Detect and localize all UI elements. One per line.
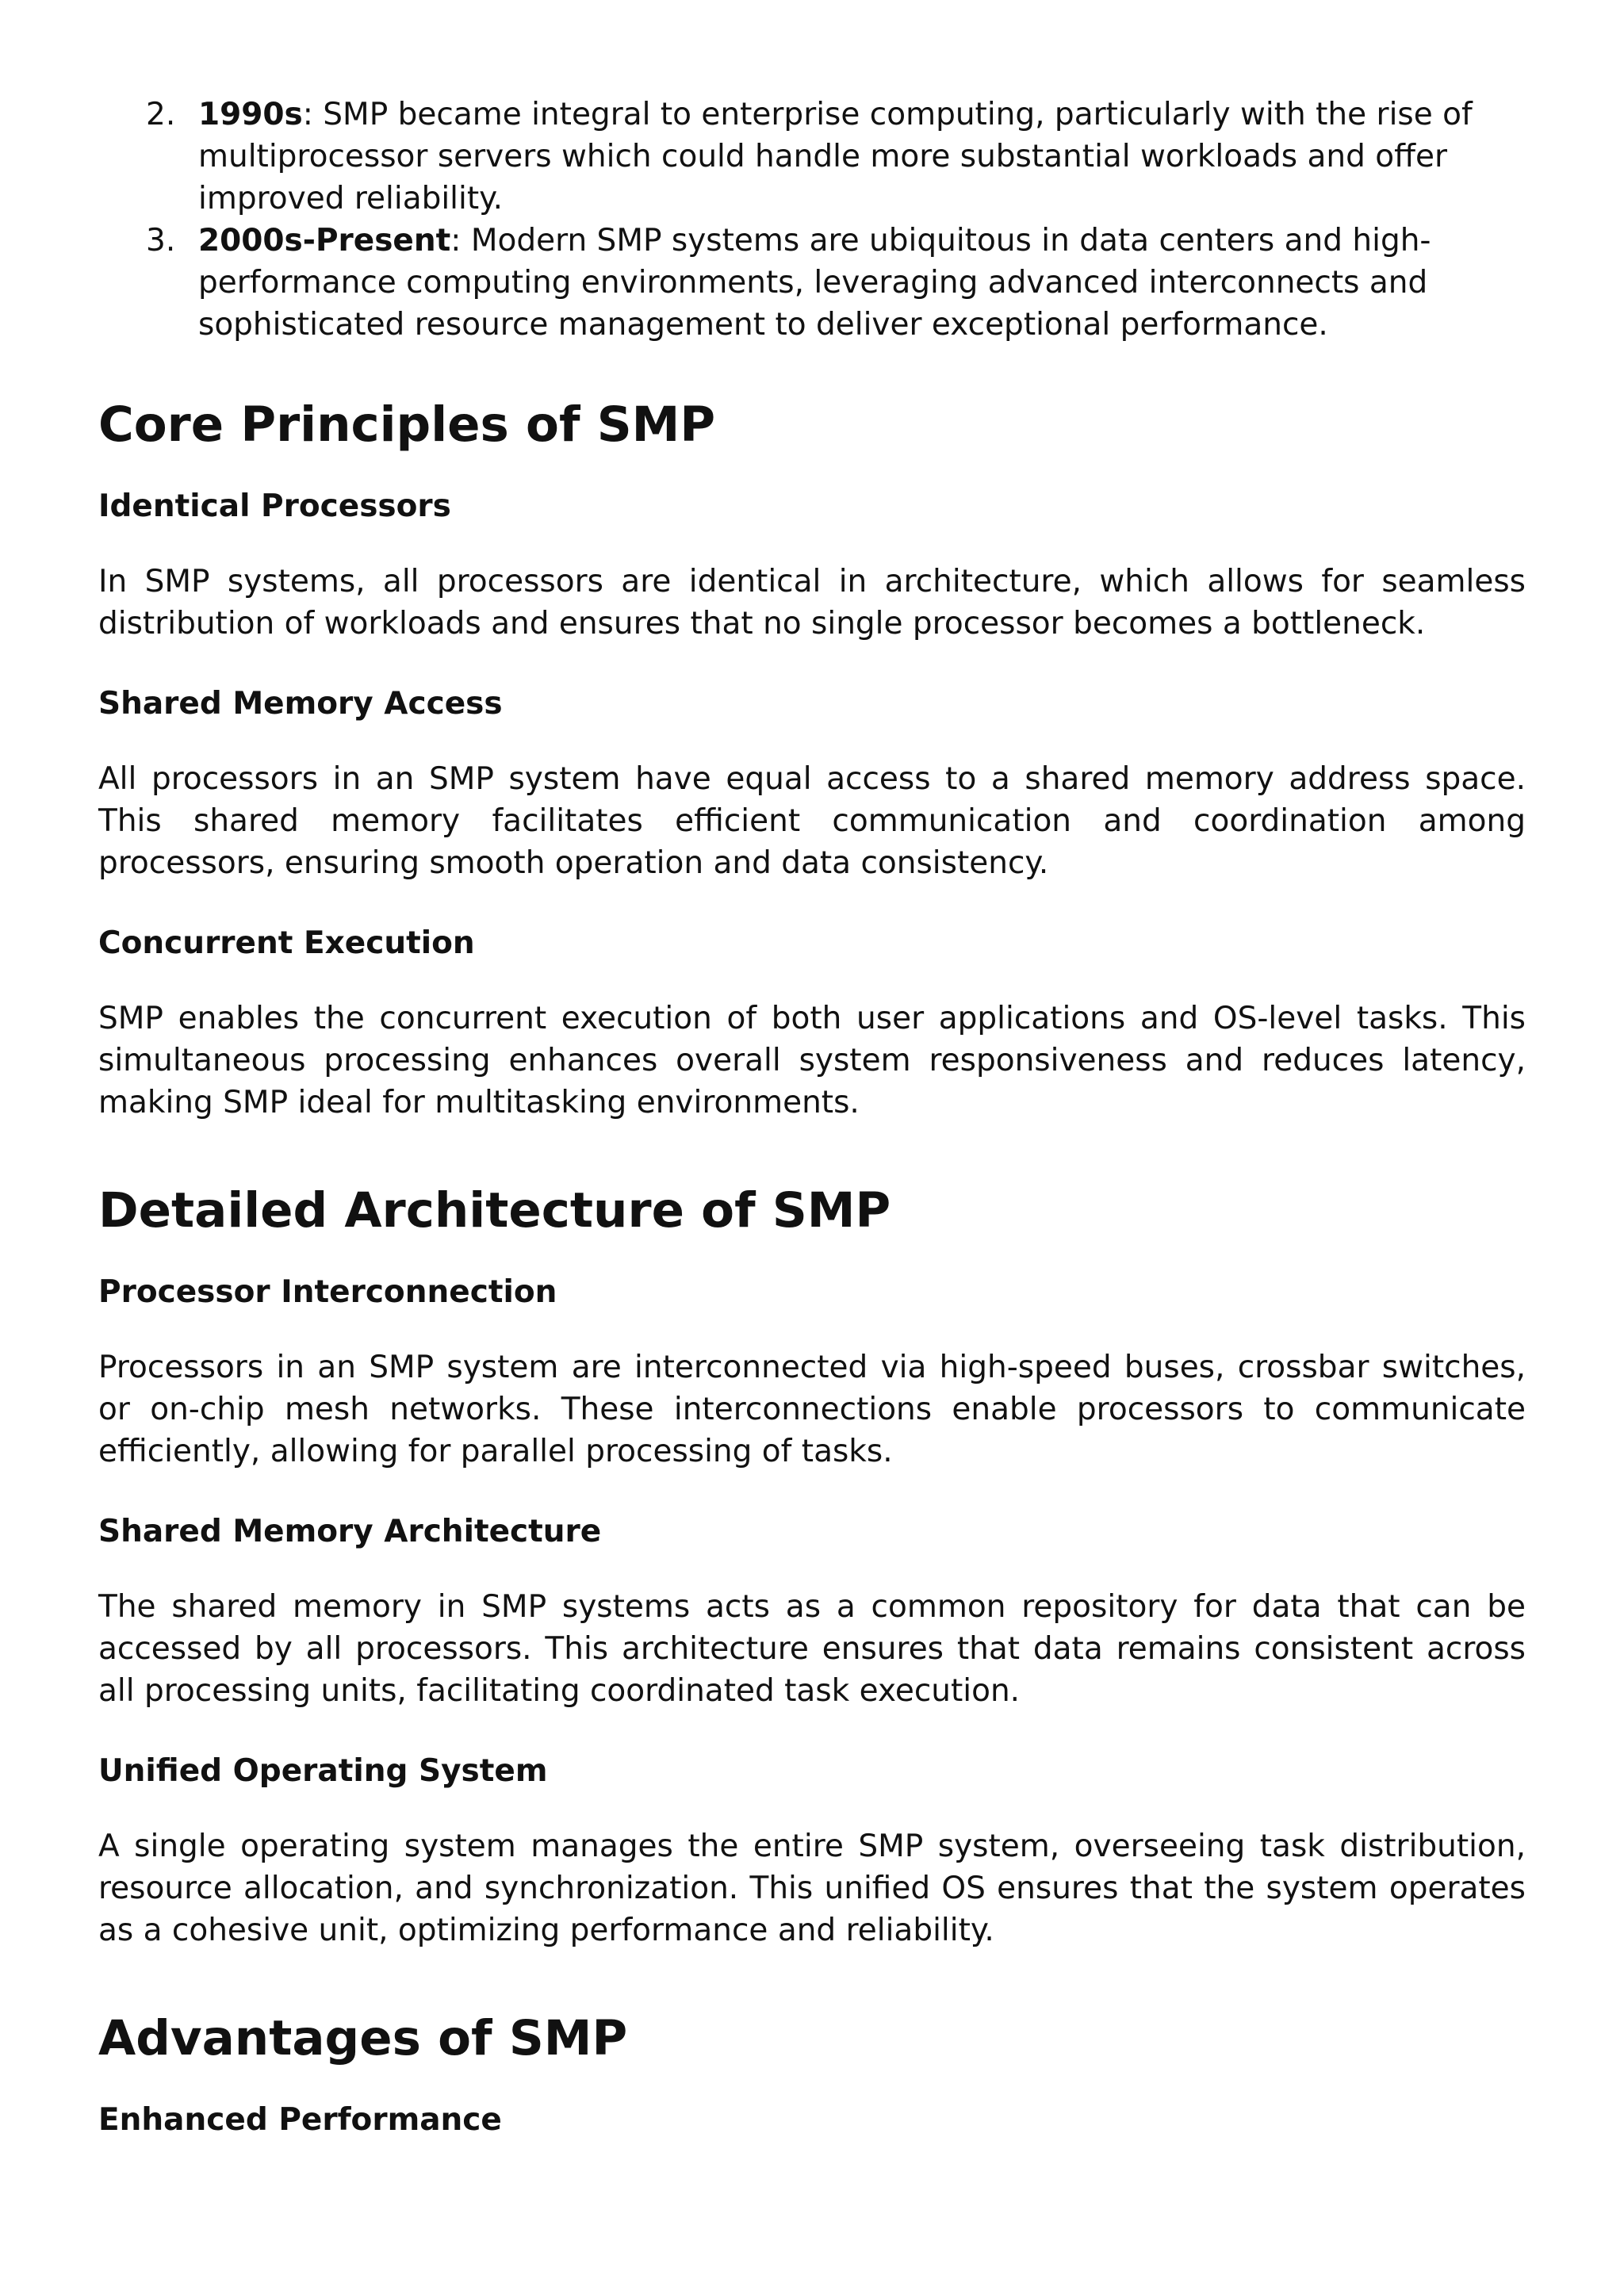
section-heading-detailed-architecture: Detailed Architecture of SMP [98,1182,891,1239]
subheading-processor-interconnection: Processor Interconnection [98,1274,557,1310]
list-number: 2. [146,97,176,132]
section-heading-advantages: Advantages of SMP [98,2010,628,2066]
paragraph-identical-processors: In SMP systems, all processors are identical in architecture, which allows for seamless distribution of workloads and ensures that no single processor becomes a bottleneck. [98,564,1526,641]
timeline-term: 2000s-Present [198,223,451,259]
document-page [98,94,1526,2141]
subheading-shared-memory-architecture: Shared Memory Architecture [98,1514,602,1549]
subheading-enhanced-performance: Enhanced Performance [98,2102,502,2138]
subheading-identical-processors: Identical Processors [98,488,451,524]
paragraph-concurrent-execution: SMP enables the concurrent execution of both user applications and OS-level tasks. This simultaneous processing enhances overall system responsiveness and reduces latency, making SMP ideal for multitasking environments. [98,1001,1526,1120]
timeline-text: : SMP became integral to enterprise computing, particularly with the rise of multiprocessor servers which could handle more substantial workloads and offer improved reliability. [198,97,1473,216]
timeline-text: : Modern SMP systems are ubiquitous in data centers and high-performance computing environments, leveraging advanced interconnects and sophisticated resource management to deliver exceptional performance. [198,223,1431,343]
section-heading-core-principles: Core Principles of SMP [98,396,716,453]
subheading-concurrent-execution: Concurrent Execution [98,925,475,961]
timeline-list [98,94,1526,346]
subheading-unified-operating-system: Unified Operating System [98,1753,548,1789]
paragraph-shared-memory-architecture: The shared memory in SMP systems acts as a common repository for data that can be accessed by all processors. This architecture ensures that data remains consistent across all processing units, facilitating coordinated task execution. [98,1589,1526,1709]
timeline-item [98,94,1526,220]
paragraph-unified-operating-system: A single operating system manages the entire SMP system, overseeing task distribution, resource allocation, and synchronization. This unified OS ensures that the system operates as a cohesive unit, optimizing performance and reliability. [98,1829,1526,1948]
list-number: 3. [146,223,176,259]
paragraph-processor-interconnection: Processors in an SMP system are interconnected via high-speed buses, crossbar switches, or on-chip mesh networks. These interconnections enable processors to communicate efficiently, allowing for parallel processing of tasks. [98,1350,1526,1469]
timeline-term: 1990s [198,97,303,132]
timeline-item [98,220,1526,346]
paragraph-shared-memory-access: All processors in an SMP system have equal access to a shared memory address space. This shared memory facilitates efficient communication and coordination among processors, ensuring smooth operation and data consistency. [98,761,1526,881]
subheading-shared-memory-access: Shared Memory Access [98,686,503,722]
